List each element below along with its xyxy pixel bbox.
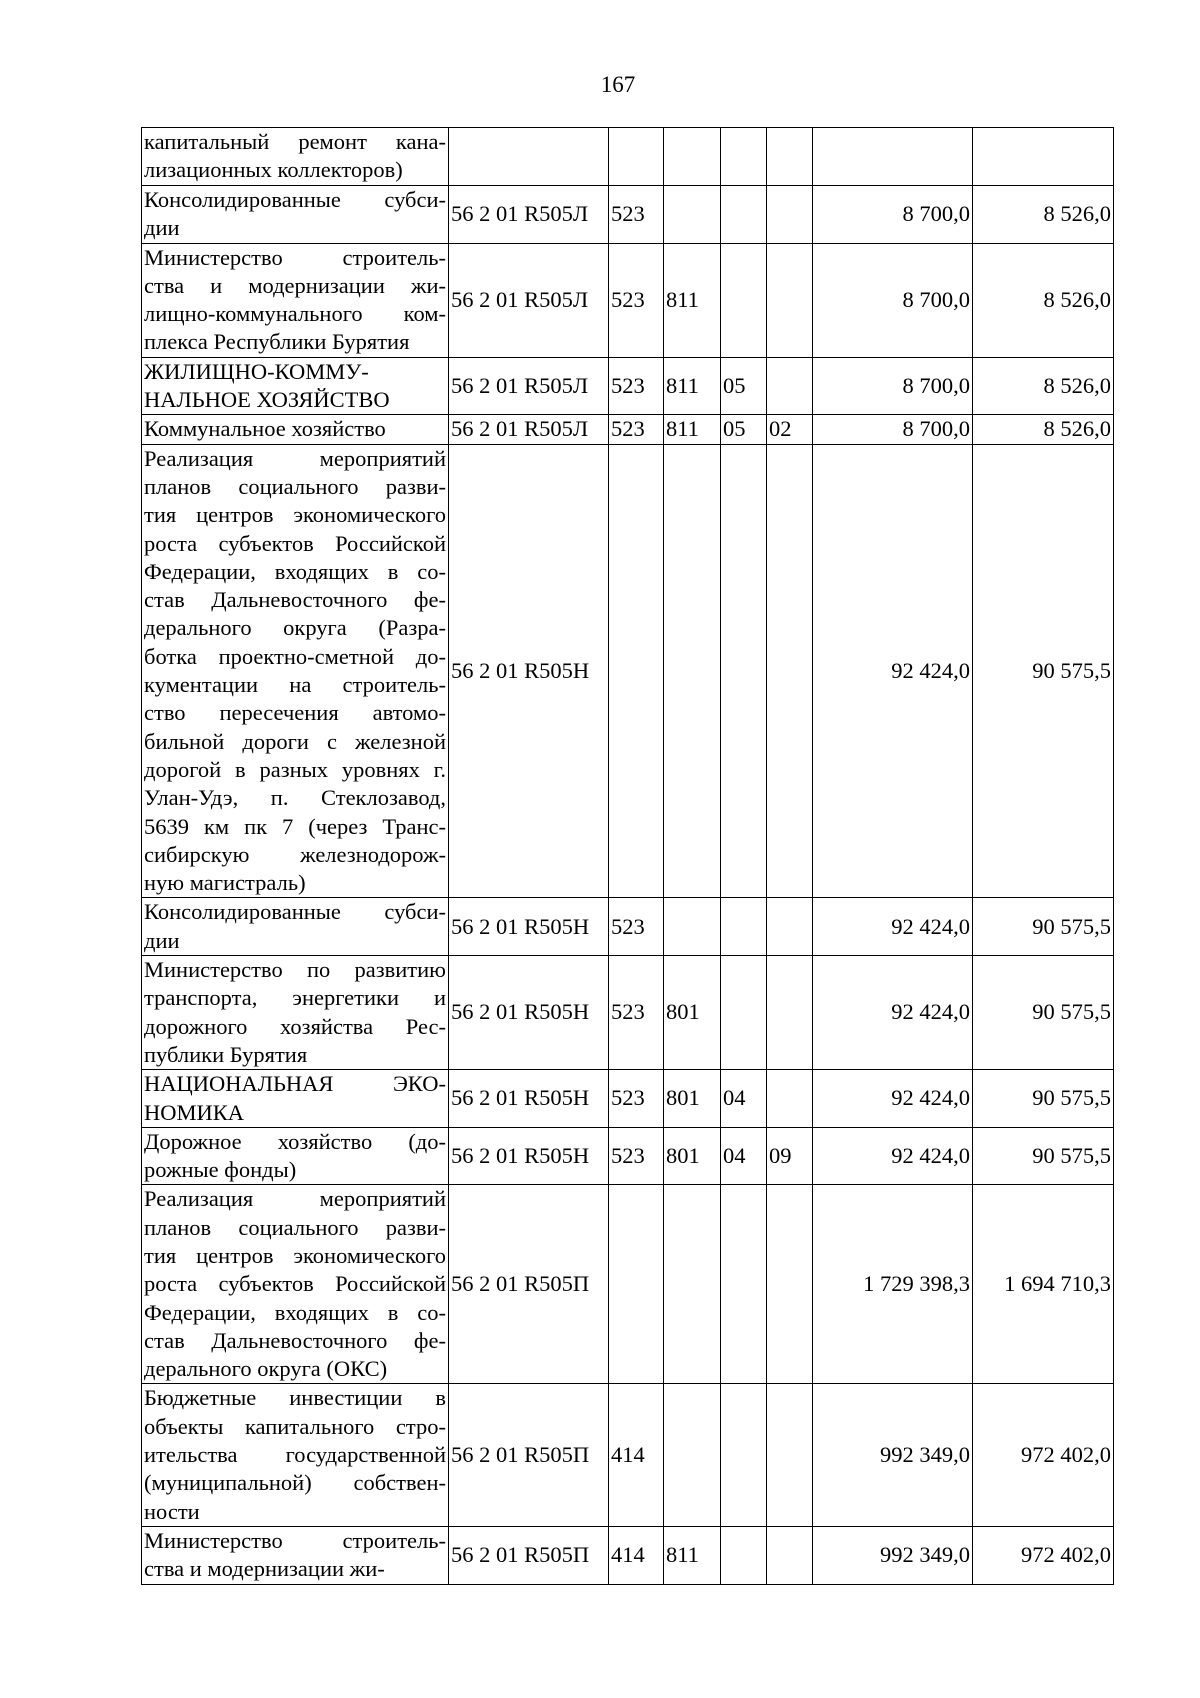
amount-year-2: 90 575,5 bbox=[973, 1070, 1114, 1128]
expense-type-code: 523 bbox=[609, 898, 664, 956]
row-name-line: Дорожное хозяйство (до- bbox=[144, 1128, 446, 1154]
amount-year-1: 8 700,0 bbox=[813, 243, 973, 357]
subsection-code bbox=[767, 898, 813, 956]
table-row bbox=[142, 128, 1114, 186]
subsection-code bbox=[767, 185, 813, 243]
row-name-line: лизационных коллекторов) bbox=[144, 157, 403, 183]
table-row bbox=[142, 1070, 1114, 1128]
subsection-code: 02 bbox=[767, 415, 813, 444]
amount-year-2: 972 402,0 bbox=[973, 1384, 1114, 1526]
target-article-code: 56 2 01 R505П bbox=[449, 1526, 609, 1584]
row-name-line: рожные фонды) bbox=[144, 1157, 297, 1183]
row-name-cell bbox=[142, 1127, 449, 1185]
ministry-code: 801 bbox=[664, 956, 721, 1070]
subsection-code bbox=[767, 1070, 813, 1128]
row-name-line: транспорта, энергетики и bbox=[144, 985, 446, 1011]
row-name-line: роста субъектов Российской bbox=[144, 1271, 446, 1297]
expense-type-code bbox=[609, 1185, 664, 1384]
amount-year-2: 1 694 710,3 bbox=[973, 1185, 1114, 1384]
amount-year-1: 92 424,0 bbox=[813, 956, 973, 1070]
section-code bbox=[721, 243, 767, 357]
row-name-line: ботка проектно-сметной до- bbox=[144, 643, 446, 669]
ministry-code: 801 bbox=[664, 1127, 721, 1185]
row-name-line: 5639 км пк 7 (через Транс- bbox=[144, 813, 446, 839]
target-article-code: 56 2 01 R505Н bbox=[449, 898, 609, 956]
amount-year-2: 8 526,0 bbox=[973, 415, 1114, 444]
ministry-code: 811 bbox=[664, 357, 721, 415]
section-code bbox=[721, 1384, 767, 1526]
row-name-line: став Дальневосточного фе- bbox=[144, 587, 446, 613]
ministry-code bbox=[664, 1384, 721, 1526]
row-name-line: объекты капитального стро- bbox=[144, 1413, 446, 1439]
row-name-line: НАЦИОНАЛЬНАЯ ЭКО- bbox=[144, 1071, 446, 1097]
amount-year-2: 90 575,5 bbox=[973, 898, 1114, 956]
row-name-line: дерального округа (Разра- bbox=[144, 615, 446, 641]
ministry-code: 811 bbox=[664, 1526, 721, 1584]
page-number: 167 bbox=[600, 72, 636, 97]
row-name-line: дии bbox=[144, 215, 180, 241]
amount-year-1: 8 700,0 bbox=[813, 357, 973, 415]
expense-type-code: 414 bbox=[609, 1526, 664, 1584]
row-name-cell bbox=[142, 898, 449, 956]
row-name-line: дерального округа (ОКС) bbox=[144, 1356, 388, 1382]
row-name-line: дорожного хозяйства Рес- bbox=[144, 1013, 446, 1039]
ministry-code bbox=[664, 128, 721, 186]
row-name-line: кументации на строитель- bbox=[144, 672, 446, 698]
row-name-cell bbox=[142, 128, 449, 186]
subsection-code: 09 bbox=[767, 1127, 813, 1185]
row-name-line: роста субъектов Российской bbox=[144, 530, 446, 556]
table-row bbox=[142, 1384, 1114, 1526]
target-article-code: 56 2 01 R505Н bbox=[449, 444, 609, 898]
amount-year-1: 92 424,0 bbox=[813, 1070, 973, 1128]
row-name-line: Министерство по развитию bbox=[144, 957, 446, 983]
section-code bbox=[721, 185, 767, 243]
table-row bbox=[142, 185, 1114, 243]
section-code: 04 bbox=[721, 1070, 767, 1128]
row-name-cell bbox=[142, 956, 449, 1070]
amount-year-2: 972 402,0 bbox=[973, 1526, 1114, 1584]
subsection-code bbox=[767, 444, 813, 898]
section-code bbox=[721, 1526, 767, 1584]
table-row bbox=[142, 1127, 1114, 1185]
row-name-line: планов социального разви- bbox=[144, 473, 446, 499]
amount-year-1: 8 700,0 bbox=[813, 185, 973, 243]
section-code: 04 bbox=[721, 1127, 767, 1185]
target-article-code: 56 2 01 R505Л bbox=[449, 185, 609, 243]
table-row bbox=[142, 444, 1114, 898]
target-article-code: 56 2 01 R505Л bbox=[449, 415, 609, 444]
row-name-line: Бюджетные инвестиции в bbox=[144, 1385, 446, 1411]
row-name-line: НАЛЬНОЕ ХОЗЯЙСТВО bbox=[144, 387, 390, 413]
row-name-cell bbox=[142, 243, 449, 357]
expense-type-code: 523 bbox=[609, 1070, 664, 1128]
amount-year-1: 92 424,0 bbox=[813, 444, 973, 898]
row-name-line: Коммунальное хозяйство bbox=[144, 416, 386, 442]
row-name-line: тия центров экономического bbox=[144, 1242, 446, 1268]
expense-type-code: 523 bbox=[609, 243, 664, 357]
table-row bbox=[142, 898, 1114, 956]
table-row bbox=[142, 956, 1114, 1070]
ministry-code bbox=[664, 1185, 721, 1384]
target-article-code: 56 2 01 R505Л bbox=[449, 357, 609, 415]
section-code bbox=[721, 898, 767, 956]
row-name-line: Консолидированные субси- bbox=[144, 186, 446, 212]
table-row bbox=[142, 1526, 1114, 1584]
budget-table bbox=[141, 127, 1114, 1585]
expense-type-code: 523 bbox=[609, 185, 664, 243]
section-code: 05 bbox=[721, 415, 767, 444]
amount-year-1: 8 700,0 bbox=[813, 415, 973, 444]
target-article-code bbox=[449, 128, 609, 186]
row-name-cell bbox=[142, 1070, 449, 1128]
target-article-code: 56 2 01 R505Н bbox=[449, 1127, 609, 1185]
row-name-line: тия центров экономического bbox=[144, 502, 446, 528]
section-code bbox=[721, 1185, 767, 1384]
expense-type-code bbox=[609, 444, 664, 898]
row-name-line: планов социального разви- bbox=[144, 1214, 446, 1240]
ministry-code bbox=[664, 185, 721, 243]
table-row bbox=[142, 1185, 1114, 1384]
target-article-code: 56 2 01 R505П bbox=[449, 1185, 609, 1384]
amount-year-2: 90 575,5 bbox=[973, 1127, 1114, 1185]
row-name-line: капитальный ремонт кана- bbox=[144, 129, 446, 154]
row-name-line: Консолидированные субси- bbox=[144, 899, 446, 925]
row-name-line: публики Бурятия bbox=[144, 1041, 308, 1067]
row-name-cell bbox=[142, 444, 449, 898]
row-name-cell bbox=[142, 1185, 449, 1384]
row-name-line: ную магистраль) bbox=[144, 870, 306, 896]
target-article-code: 56 2 01 R505Н bbox=[449, 956, 609, 1070]
ministry-code: 811 bbox=[664, 415, 721, 444]
ministry-code: 801 bbox=[664, 1070, 721, 1128]
amount-year-2: 8 526,0 bbox=[973, 243, 1114, 357]
subsection-code bbox=[767, 956, 813, 1070]
row-name-line: ства и модернизации жи- bbox=[144, 1556, 385, 1582]
expense-type-code: 523 bbox=[609, 415, 664, 444]
row-name-line: дорогой в разных уровнях г. bbox=[144, 756, 446, 782]
amount-year-1: 1 729 398,3 bbox=[813, 1185, 973, 1384]
row-name-line: ЖИЛИЩНО-КОММУ- bbox=[144, 358, 369, 384]
row-name-line: НОМИКА bbox=[144, 1099, 245, 1125]
ministry-code bbox=[664, 444, 721, 898]
row-name-cell bbox=[142, 1526, 449, 1584]
table-row bbox=[142, 357, 1114, 415]
expense-type-code: 523 bbox=[609, 1127, 664, 1185]
subsection-code bbox=[767, 128, 813, 186]
table-body bbox=[142, 128, 1114, 1585]
row-name-line: Министерство строитель- bbox=[144, 1527, 446, 1553]
section-code bbox=[721, 444, 767, 898]
expense-type-code: 414 bbox=[609, 1384, 664, 1526]
row-name-line: ство пересечения автомо- bbox=[144, 700, 446, 726]
ministry-code bbox=[664, 898, 721, 956]
section-code: 05 bbox=[721, 357, 767, 415]
subsection-code bbox=[767, 1526, 813, 1584]
amount-year-2 bbox=[973, 128, 1114, 186]
subsection-code bbox=[767, 243, 813, 357]
row-name-line: Реализация мероприятий bbox=[144, 445, 446, 471]
amount-year-1: 992 349,0 bbox=[813, 1384, 973, 1526]
amount-year-1: 92 424,0 bbox=[813, 1127, 973, 1185]
row-name-line: ности bbox=[144, 1498, 200, 1524]
row-name-line: дии bbox=[144, 927, 180, 953]
subsection-code bbox=[767, 357, 813, 415]
row-name-cell bbox=[142, 415, 449, 444]
row-name-line: бильной дороги с железной bbox=[144, 728, 446, 754]
amount-year-1: 992 349,0 bbox=[813, 1526, 973, 1584]
expense-type-code: 523 bbox=[609, 357, 664, 415]
target-article-code: 56 2 01 R505Н bbox=[449, 1070, 609, 1128]
amount-year-2: 8 526,0 bbox=[973, 185, 1114, 243]
row-name-line: Федерации, входящих в со- bbox=[144, 1299, 446, 1325]
subsection-code bbox=[767, 1185, 813, 1384]
subsection-code bbox=[767, 1384, 813, 1526]
expense-type-code: 523 bbox=[609, 956, 664, 1070]
row-name-line: Улан-Удэ, п. Стеклозавод, bbox=[144, 785, 446, 811]
table-row bbox=[142, 243, 1114, 357]
row-name-line: ительства государственной bbox=[144, 1442, 446, 1468]
row-name-cell bbox=[142, 1384, 449, 1526]
section-code bbox=[721, 128, 767, 186]
row-name-line: сибирскую железнодорож- bbox=[144, 841, 446, 867]
row-name-line: став Дальневосточного фе- bbox=[144, 1327, 446, 1353]
amount-year-1 bbox=[813, 128, 973, 186]
row-name-cell bbox=[142, 357, 449, 415]
expense-type-code bbox=[609, 128, 664, 186]
row-name-line: ства и модернизации жи- bbox=[144, 272, 446, 298]
ministry-code: 811 bbox=[664, 243, 721, 357]
row-name-line: Министерство строитель- bbox=[144, 244, 446, 270]
section-code bbox=[721, 956, 767, 1070]
row-name-line: лищно-коммунального ком- bbox=[144, 301, 446, 327]
row-name-line: (муниципальной) собствен- bbox=[144, 1470, 446, 1496]
table-row bbox=[142, 415, 1114, 444]
row-name-line: Реализация мероприятий bbox=[144, 1186, 446, 1212]
amount-year-2: 8 526,0 bbox=[973, 357, 1114, 415]
row-name-line: плекса Республики Бурятия bbox=[144, 329, 410, 355]
amount-year-2: 90 575,5 bbox=[973, 956, 1114, 1070]
amount-year-2: 90 575,5 bbox=[973, 444, 1114, 898]
target-article-code: 56 2 01 R505Л bbox=[449, 243, 609, 357]
row-name-line: Федерации, входящих в со- bbox=[144, 558, 446, 584]
amount-year-1: 92 424,0 bbox=[813, 898, 973, 956]
row-name-cell bbox=[142, 185, 449, 243]
target-article-code: 56 2 01 R505П bbox=[449, 1384, 609, 1526]
